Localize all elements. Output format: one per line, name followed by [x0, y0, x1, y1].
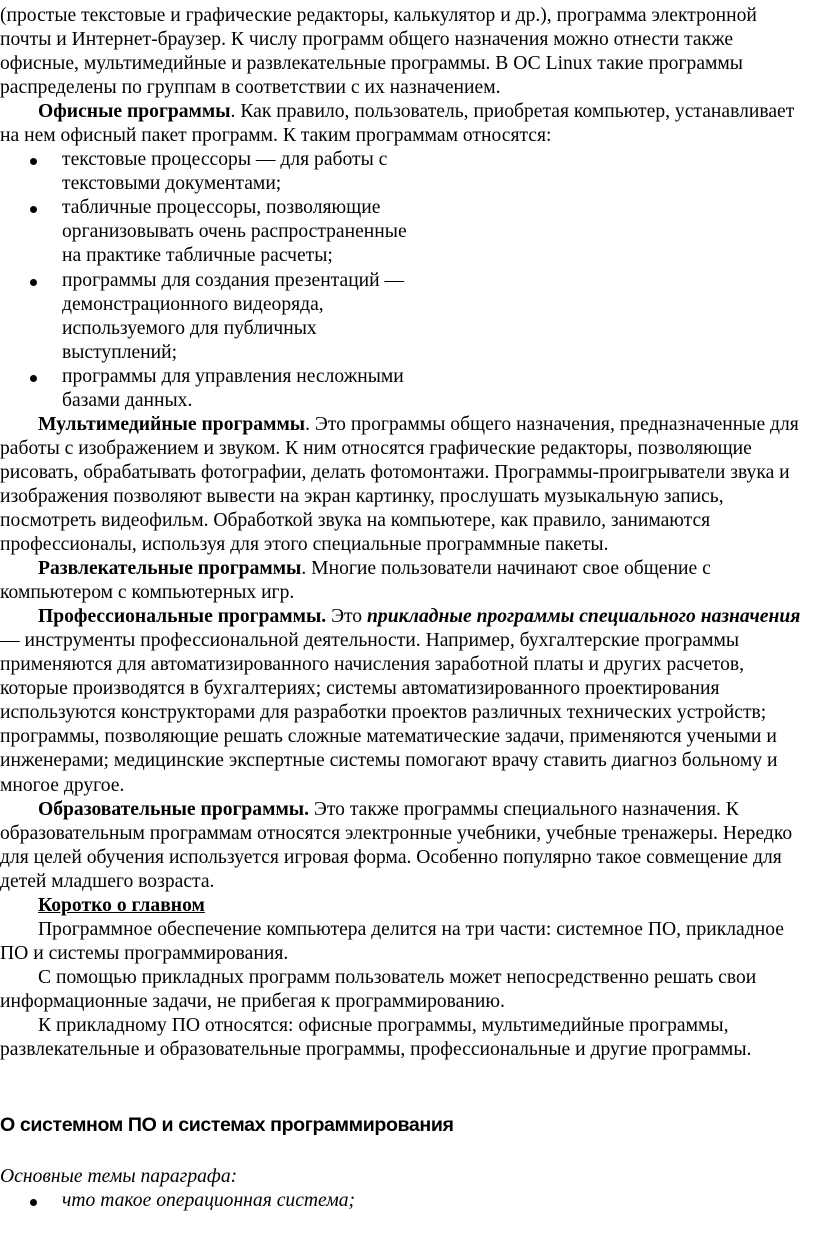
- topics-list: [0, 1189, 808, 1213]
- list-item: программы для создания презентаций — демонстрационного видеоряда, используемого для публичных выступлений;: [0, 269, 408, 365]
- entertainment-paragraph: [0, 557, 808, 605]
- list-item: табличные процессоры, позволяющие организовывать очень распространенные на практике табличные расчеты;: [0, 196, 408, 268]
- intro-paragraph: (простые текстовые и графические редакторы, калькулятор и др.), программа электронной почты и Интернет-браузер. К числу программ общего назначения можно отнести также офисные, мультимедийные и развлекательные программы. В ОС Linux такие программы распределены по группам в соответствии с их назначением.: [0, 5, 757, 99]
- entertainment-text: . Многие пользователи начинают свое общение с компьютером с компьютерных игр.: [0, 558, 711, 604]
- educational-text: Это также программы специального назначения. К образовательным программам относятся электронные учебники, учебные тренажеры. Нередко для целей обучения используется игровая форма. Особенно популярно такое совмещение для детей младшего возраста.: [0, 798, 793, 892]
- list-item: текстовые процессоры — для работы с текстовыми документами;: [0, 148, 408, 196]
- bullet-icon: [30, 206, 37, 213]
- section-heading: О системном ПО и системах программирования: [0, 1114, 454, 1137]
- multimedia-title: Мультимедийные программы: [38, 413, 306, 435]
- multimedia-paragraph: [0, 413, 808, 557]
- bullet-icon: [30, 375, 37, 382]
- educational-paragraph: [0, 798, 808, 894]
- entertainment-title: Развлекательные программы: [38, 558, 302, 580]
- bullet-icon: [30, 1199, 37, 1206]
- topics-label: Основные темы параграфа:: [0, 1166, 238, 1188]
- professional-text: — инструменты профессиональной деятельности. Например, бухгалтерские программы применяются для автоматизированного начисления заработной платы и других расчетов, которые производятся в бухгалтериях; системы автоматизированного проектирования используются конструкторами для разработки проектов различных технических устройств; программы, позволяющие решать сложные математические задачи, применяются учеными и инженерами; медицинские экспертные системы помогают врачу ставить диагноз больному и многое другое.: [0, 630, 778, 796]
- list-item: что такое операционная система;: [0, 1189, 808, 1213]
- section-spacer: [0, 1062, 808, 1113]
- bullet-icon: [30, 158, 37, 165]
- office-text: . Как правило, пользователь, приобретая компьютер, устанавливает на нем офисный пакет программ. К таким программам относятся:: [0, 101, 795, 147]
- professional-term: прикладные программы специального назначения: [367, 606, 801, 628]
- summary-paragraph-2: С помощью прикладных программ пользователь может непосредственно решать свои информационные задачи, не прибегая к программированию.: [0, 966, 757, 1012]
- office-title: Офисные программы: [38, 101, 231, 123]
- professional-paragraph: [0, 605, 808, 797]
- office-paragraph: [0, 100, 808, 148]
- list-item: программы для управления несложными базами данных.: [0, 365, 408, 413]
- professional-lead: Это: [326, 606, 368, 628]
- professional-title: Профессиональные программы.: [38, 606, 327, 628]
- office-list: [0, 148, 808, 413]
- bullet-icon: [30, 279, 37, 286]
- educational-title: Образовательные программы.: [38, 798, 309, 820]
- summary-paragraph-1: Программное обеспечение компьютера делится на три части: системное ПО, прикладное ПО и системы программирования.: [0, 918, 784, 964]
- heading-spacer: [0, 1137, 808, 1165]
- summary-paragraph-3: К прикладному ПО относятся: офисные программы, мультимедийные программы, развлекательные и образовательные программы, профессиональные и другие программы.: [0, 1014, 752, 1061]
- summary-heading: Коротко о главном: [38, 894, 205, 916]
- multimedia-text: . Это программы общего назначения, предназначенные для работы с изображением и звуком. К ним относятся графические редакторы, позволяющие рисовать, обрабатывать фотографии, делать фотомонтажи. Программы-проигрыватели звука и изображения позволяют вывести на экран картинку, прослушать музыкальную запись, посмотреть видеофильм. Обработкой звука на компьютере, как правило, занимаются профессионалы, используя для этого специальные программные пакеты.: [0, 413, 799, 556]
